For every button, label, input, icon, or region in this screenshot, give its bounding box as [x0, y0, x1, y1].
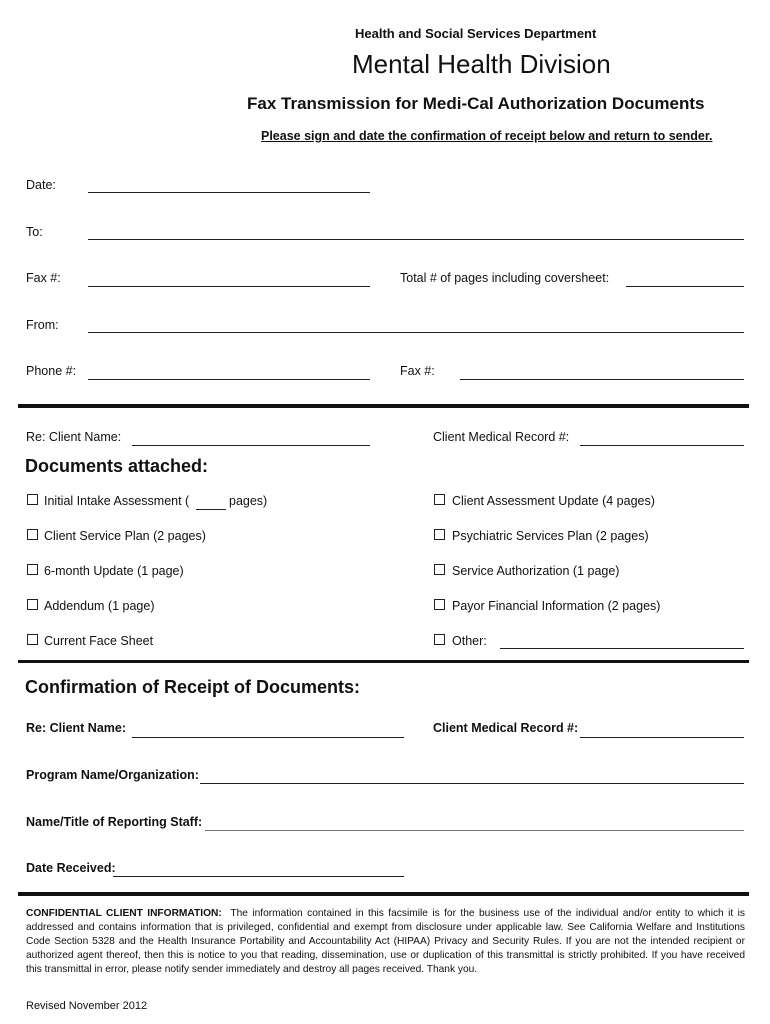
fax2-field[interactable] — [460, 379, 744, 380]
client-name-field[interactable] — [132, 445, 370, 446]
psychiatric-plan-checkbox[interactable] — [434, 529, 445, 540]
initial-intake-checkbox[interactable] — [27, 494, 38, 505]
client-service-plan-label: Client Service Plan (2 pages) — [44, 529, 206, 543]
confidential-body: The information contained in this facsimile is for the business use of the individual and/or entity to which it is addressed and contains information that is privileged, confidential and exempt from disclosure under applicable law. See California Welfare and Institutions Code Section 5328 and the Health Insurance Portability and Accountability Act (HIPAA) Privacy and Security Rules. If you are not the intended recipient or authorized agent thereof, then this is notice to you that reading, dissemination, use or duplication of this transmittal is strictly prohibited. If you have received this transmittal in error, please notify sender immediately and destroy all pages received. Thank you. — [26, 908, 745, 975]
phone-field[interactable] — [88, 379, 370, 380]
confirm-medical-record-field[interactable] — [580, 737, 744, 738]
confirm-client-name-field[interactable] — [132, 737, 404, 738]
other-checkbox[interactable] — [434, 634, 445, 645]
instruction-text: Please sign and date the confirmation of receipt below and return to sender. — [261, 129, 713, 143]
to-field[interactable] — [88, 239, 744, 240]
initial-intake-pages-label: pages) — [229, 494, 268, 508]
date-field[interactable] — [88, 192, 370, 193]
payor-financial-label: Payor Financial Information (2 pages) — [452, 599, 661, 613]
total-pages-field[interactable] — [626, 286, 744, 287]
other-field[interactable] — [500, 648, 744, 649]
date-received-field[interactable] — [113, 876, 404, 877]
revised-date: Revised November 2012 — [26, 1000, 148, 1012]
confirm-medical-record-label: Client Medical Record #: — [433, 721, 579, 735]
confirm-client-name-label: Re: Client Name: — [26, 721, 127, 735]
medical-record-label: Client Medical Record #: — [433, 430, 570, 444]
medical-record-field[interactable] — [580, 445, 744, 446]
from-label: From: — [26, 318, 59, 332]
intake-pages-field[interactable] — [196, 509, 226, 510]
face-sheet-checkbox[interactable] — [27, 634, 38, 645]
assessment-update-label: Client Assessment Update (4 pages) — [452, 494, 655, 508]
confidential-lead: CONFIDENTIAL CLIENT INFORMATION: — [26, 908, 222, 919]
program-name-label: Program Name/Organization: — [26, 768, 199, 782]
assessment-update-checkbox[interactable] — [434, 494, 445, 505]
total-pages-label: Total # of pages including coversheet: — [400, 271, 610, 285]
to-label: To: — [26, 225, 43, 239]
addendum-label: Addendum (1 page) — [44, 599, 155, 613]
program-name-field[interactable] — [200, 783, 744, 784]
section-divider-3 — [18, 892, 749, 896]
confirmation-heading: Confirmation of Receipt of Documents: — [25, 677, 361, 697]
division-title: Mental Health Division — [352, 49, 611, 79]
service-authorization-label: Service Authorization (1 page) — [452, 564, 620, 578]
from-field[interactable] — [88, 332, 744, 333]
date-label: Date: — [26, 178, 56, 192]
form-subtitle: Fax Transmission for Medi-Cal Authorization Documents — [247, 94, 705, 113]
date-received-label: Date Received: — [26, 861, 116, 875]
fax-field[interactable] — [88, 286, 370, 287]
confidential-notice — [26, 907, 745, 977]
addendum-checkbox[interactable] — [27, 599, 38, 610]
fax2-label: Fax #: — [400, 364, 435, 378]
initial-intake-label: Initial Intake Assessment ( — [44, 494, 190, 508]
fax-label: Fax #: — [26, 271, 61, 285]
reporting-staff-label: Name/Title of Reporting Staff: — [26, 815, 203, 829]
client-name-label: Re: Client Name: — [26, 430, 122, 444]
department-name: Health and Social Services Department — [355, 26, 597, 41]
phone-label: Phone #: — [26, 364, 77, 378]
documents-heading: Documents attached: — [25, 456, 209, 476]
six-month-update-checkbox[interactable] — [27, 564, 38, 575]
client-service-plan-checkbox[interactable] — [27, 529, 38, 540]
section-divider — [18, 404, 749, 408]
service-authorization-checkbox[interactable] — [434, 564, 445, 575]
face-sheet-label: Current Face Sheet — [44, 634, 154, 648]
reporting-staff-field[interactable] — [205, 830, 744, 831]
other-label: Other: — [452, 634, 487, 648]
section-divider-2 — [18, 660, 749, 663]
six-month-update-label: 6-month Update (1 page) — [44, 564, 184, 578]
psychiatric-plan-label: Psychiatric Services Plan (2 pages) — [452, 529, 649, 543]
payor-financial-checkbox[interactable] — [434, 599, 445, 610]
